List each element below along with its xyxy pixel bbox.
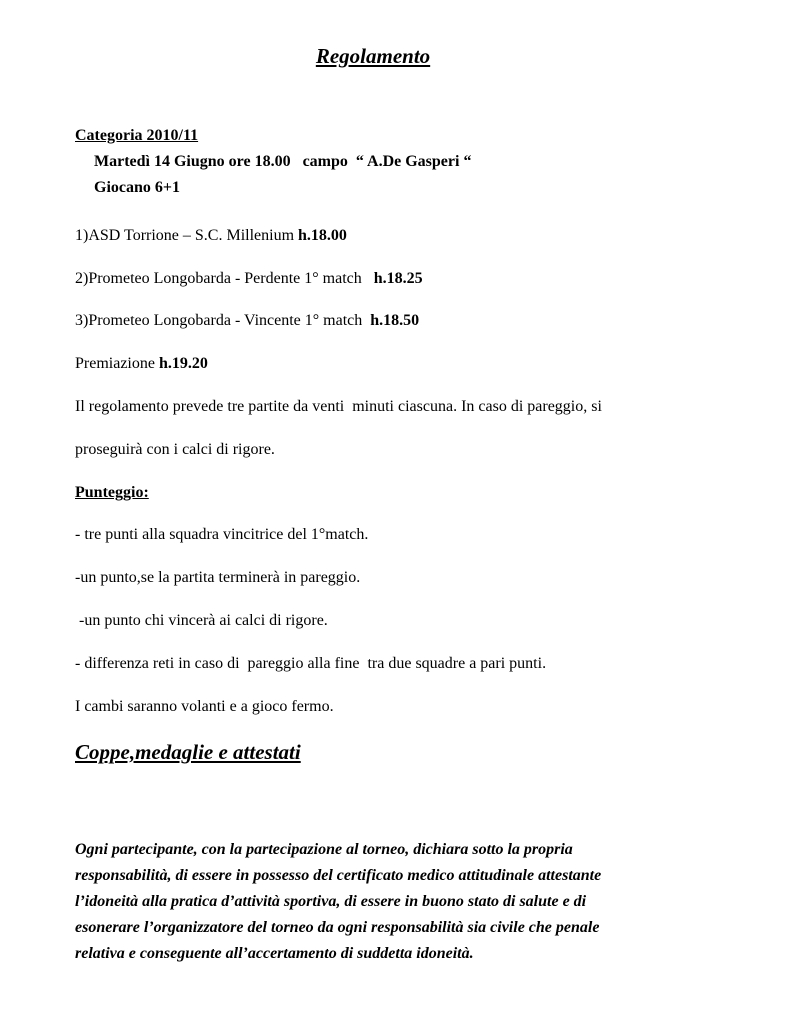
disclaimer-line: relativa e conseguente all’accertamento di suddetta idoneità. — [75, 945, 474, 962]
match-2 — [75, 271, 423, 287]
category-heading: Categoria 2010/11 — [75, 127, 199, 144]
disclaimer-line: Ogni partecipante, con la partecipazione al torneo, dichiara sotto la propria — [75, 841, 573, 858]
scoring-item: -un punto,se la partita terminerà in pareggio. — [75, 569, 361, 586]
match-1-teams: 1)ASD Torrione – S.C. Millenium — [75, 227, 299, 244]
disclaimer-line: esonerare l’organizzatore del torneo da ogni responsabilità sia civile che penale — [75, 919, 600, 936]
disclaimer-line: responsabilità, di essere in possesso del certificato medico attitudinale attestante — [75, 867, 602, 884]
match-3-time: h.18.50 — [370, 312, 420, 329]
prizes-heading: Coppe,medaglie e attestati — [75, 740, 301, 764]
match-2-teams: 2)Prometeo Longobarda - Perdente 1° match — [75, 270, 374, 287]
liability-disclaimer — [75, 837, 715, 967]
match-1 — [75, 228, 347, 244]
scoring-heading: Punteggio: — [75, 484, 149, 501]
scoring-item: - tre punti alla squadra vincitrice del 1°match. — [75, 526, 369, 543]
event-date-line: Martedì 14 Giugno ore 18.00 campo “ A.De Gasperi “ — [94, 153, 472, 170]
scoring-item: -un punto chi vincerà ai calci di rigore. — [75, 612, 328, 629]
award-label: Premiazione — [75, 355, 159, 372]
match-3-teams: 3)Prometeo Longobarda - Vincente 1° match — [75, 312, 371, 329]
rules-line-2: proseguirà con i calci di rigore. — [75, 441, 275, 458]
players-line: Giocano 6+1 — [94, 179, 181, 196]
rules-line-1: Il regolamento prevede tre partite da venti minuti ciascuna. In caso di pareggio, si — [75, 398, 602, 415]
award-time: h.19.20 — [158, 355, 208, 372]
disclaimer-line: l’idoneità alla pratica d’attività sportiva, di essere in buono stato di salute e di — [75, 893, 587, 910]
match-1-time: h.18.00 — [298, 227, 347, 244]
award-ceremony — [75, 356, 208, 372]
match-3 — [75, 313, 419, 329]
substitutions-rule: I cambi saranno volanti e a gioco fermo. — [75, 698, 334, 715]
match-2-time: h.18.25 — [373, 270, 423, 287]
scoring-item: - differenza reti in caso di pareggio alla fine tra due squadre a pari punti. — [75, 655, 547, 672]
page-title: Regolamento — [315, 44, 431, 68]
